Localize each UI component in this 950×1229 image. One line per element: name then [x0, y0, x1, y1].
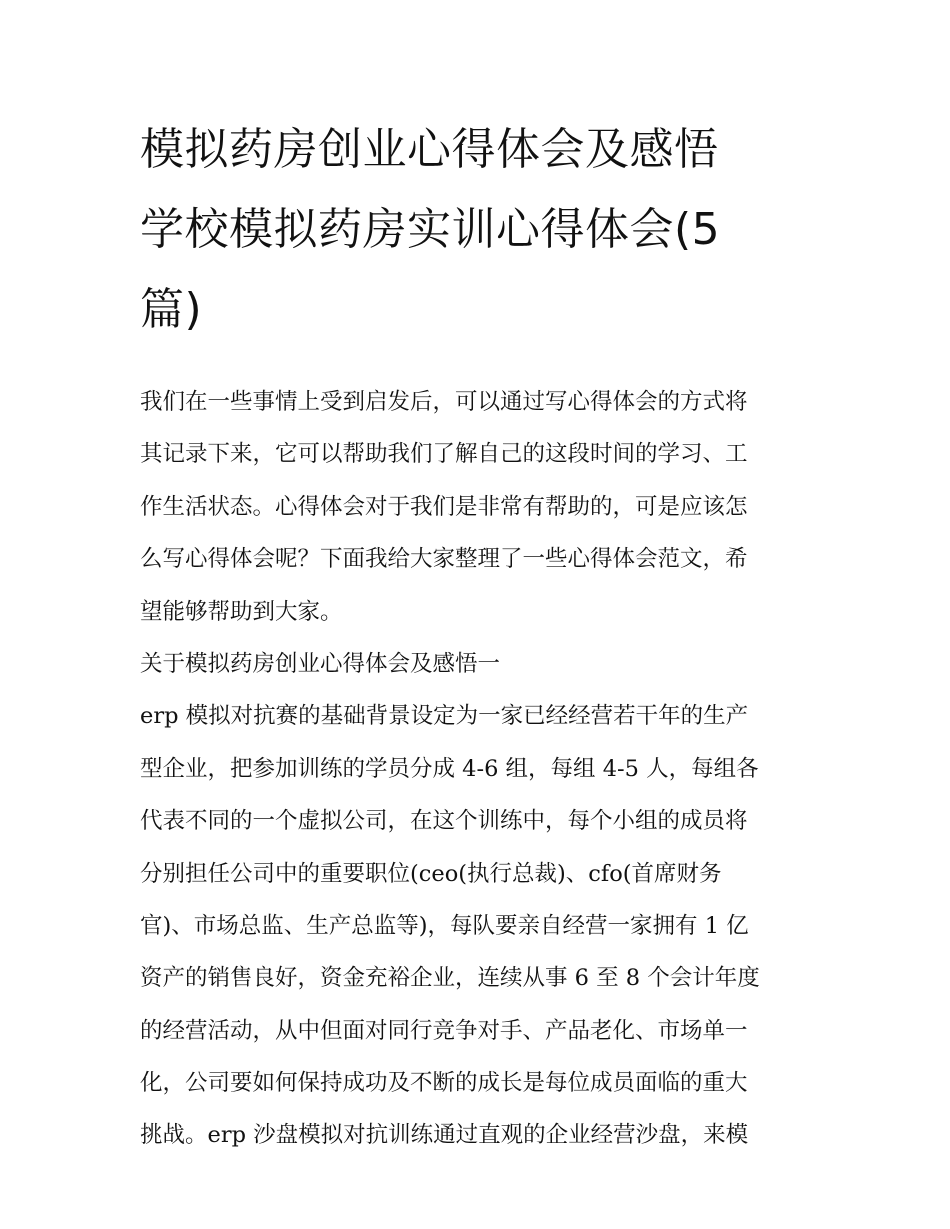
body-line: 作生活状态。心得体会对于我们是非常有帮助的，可是应该怎	[140, 493, 748, 520]
document-title	[140, 110, 815, 350]
title-line: 篇)	[140, 284, 203, 335]
body-line: 望能够帮助到大家。	[140, 598, 343, 625]
body-line: 代表不同的一个虚拟公司，在这个训练中，每个小组的成员将	[140, 808, 748, 835]
title-line: 模拟药房创业心得体会及感悟	[140, 124, 719, 175]
body-line: 挑战。erp 沙盘模拟对抗训练通过直观的企业经营沙盘，来模	[140, 1122, 749, 1149]
body-line: 么写心得体会呢？下面我给大家整理了一些心得体会范文，希	[140, 546, 748, 573]
title-line: 学校模拟药房实训心得体会(5	[140, 204, 721, 255]
body-line: 我们在一些事情上受到启发后，可以通过写心得体会的方式将	[140, 389, 748, 415]
document-content	[140, 110, 815, 1162]
body-line: 型企业，把参加训练的学员分成 4-6 组，每组 4-5 人，每组各	[140, 755, 759, 782]
body-line: erp 模拟对抗赛的基础背景设定为一家已经经营若干年的生产	[140, 703, 749, 730]
body-line: 资产的销售良好，资金充裕企业，连续从事 6 至 8 个会计年度	[140, 965, 760, 992]
body-line: 官)、市场总监、生产总监等)，每队要亲自经营一家拥有 1 亿	[140, 912, 749, 939]
body-line: 其记录下来，它可以帮助我们了解自己的这段时间的学习、工	[140, 441, 748, 468]
document-body	[140, 376, 815, 1162]
section-heading: 关于模拟药房创业心得体会及感悟一	[140, 650, 501, 677]
body-line: 化，公司要如何保持成功及不断的成长是每位成员面临的重大	[140, 1070, 748, 1097]
body-line: 的经营活动，从中但面对同行竞争对手、产品老化、市场单一	[140, 1017, 748, 1044]
body-line: 分别担任公司中的重要职位(ceo(执行总裁)、cfo(首席财务	[140, 860, 722, 887]
